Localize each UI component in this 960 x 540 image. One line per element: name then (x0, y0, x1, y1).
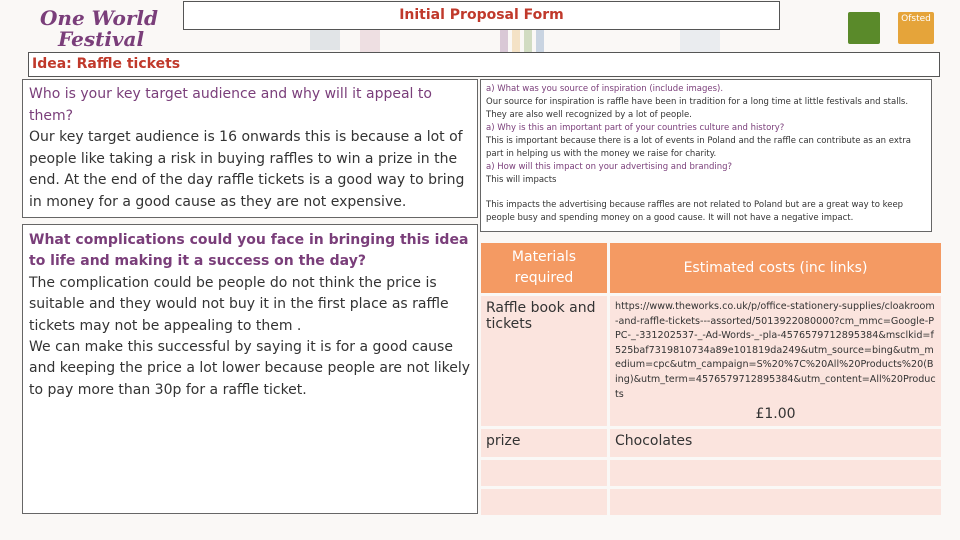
complications-answer-2: We can make this successful by saying it is for a good cause and keeping the price a lot lower because people are not likely to pay more than 30p for a raffle ticket. (29, 339, 471, 398)
partner-badges (848, 12, 938, 44)
price-value: £1.00 (755, 406, 796, 423)
inspiration-panel[interactable] (480, 79, 932, 232)
inspiration-answer-b: This is important because there is a lot of events in Poland and the raffle can contribute as an extra part in helping us with the money we raise for charity. (486, 136, 911, 159)
ofsted-badge-label: Ofsted (901, 14, 931, 24)
inspiration-answer-c2: This impacts the advertising because raffles are not related to Poland but are a great way to keep people busy and spending money on a good cause. It will not have a negative impact. (486, 200, 904, 223)
audience-question: Who is your key target audience and why will it appeal to them? (29, 86, 432, 124)
inspiration-question-b: a) Why is this an important part of your countries culture and history? (486, 123, 785, 133)
table-row (481, 429, 941, 457)
material-cell[interactable] (481, 460, 607, 486)
festival-logo (40, 8, 158, 50)
complications-question: What complications could you face in bringing this idea to life and making it a success on the day? (29, 232, 469, 270)
cost-cell[interactable] (610, 296, 941, 426)
header-costs: Estimated costs (inc links) (610, 243, 941, 293)
cost-cell[interactable] (610, 489, 941, 515)
product-link[interactable]: https://www.theworks.co.uk/p/office-stationery-supplies/cloakroom-and-raffle-tickets---assorted/5013922080000?cm_mmc=Google-PPC-_-331202537-_-Ad-Words-_-pla-4576579712895384&msclkid=f525baf7319810734a89e101819da249&utm_source=bing&utm_medium=cpc&utm_campaign=S%20%7C%20All%20Products%20(Bing)&utm_term=4576579712895384&utm_content=All%20Products (615, 301, 936, 400)
table-row (481, 489, 941, 515)
inspiration-answer-c1: This will impacts (486, 175, 557, 185)
ofsted-badge-icon (898, 12, 934, 44)
logo-line1: One World (40, 6, 158, 30)
inspiration-question-c: a) How will this impact on your advertising and branding? (486, 162, 733, 172)
material-cell[interactable]: Raffle book and tickets (481, 296, 607, 426)
idea-field[interactable]: Idea: Raffle tickets (28, 52, 940, 77)
inspiration-answer-a: Our source for inspiration is raffle have been in tradition for a long time at little festivals and stalls. They are also well recognized by a lot of people. (486, 97, 909, 120)
costs-header-row (481, 243, 941, 293)
audience-panel[interactable] (22, 79, 478, 218)
material-cell[interactable]: prize (481, 429, 607, 457)
header-materials: Materials required (481, 243, 607, 293)
complications-panel[interactable] (22, 224, 478, 514)
cost-cell[interactable]: Chocolates (610, 429, 941, 457)
form-title: Initial Proposal Form (183, 1, 780, 30)
logo-line2: Festival (58, 27, 145, 51)
complications-answer-1: The complication could be people do not think the price is suitable and they would not buy it in the first place as raffle tickets may not be appealing to them . (29, 274, 449, 334)
college-badge-icon (848, 12, 880, 44)
table-row (481, 296, 941, 426)
material-cell[interactable] (481, 489, 607, 515)
inspiration-question-a: a) What was you source of inspiration (include images). (486, 84, 724, 94)
table-row (481, 460, 941, 486)
audience-answer: Our key target audience is 16 onwards this is because a lot of people like taking a risk in buying raffles to win a prize in the end. At the end of the day raffle tickets is a good way to bring in money for a good cause as they are not expensive. (29, 129, 465, 210)
cost-cell[interactable] (610, 460, 941, 486)
costs-table (478, 240, 944, 518)
